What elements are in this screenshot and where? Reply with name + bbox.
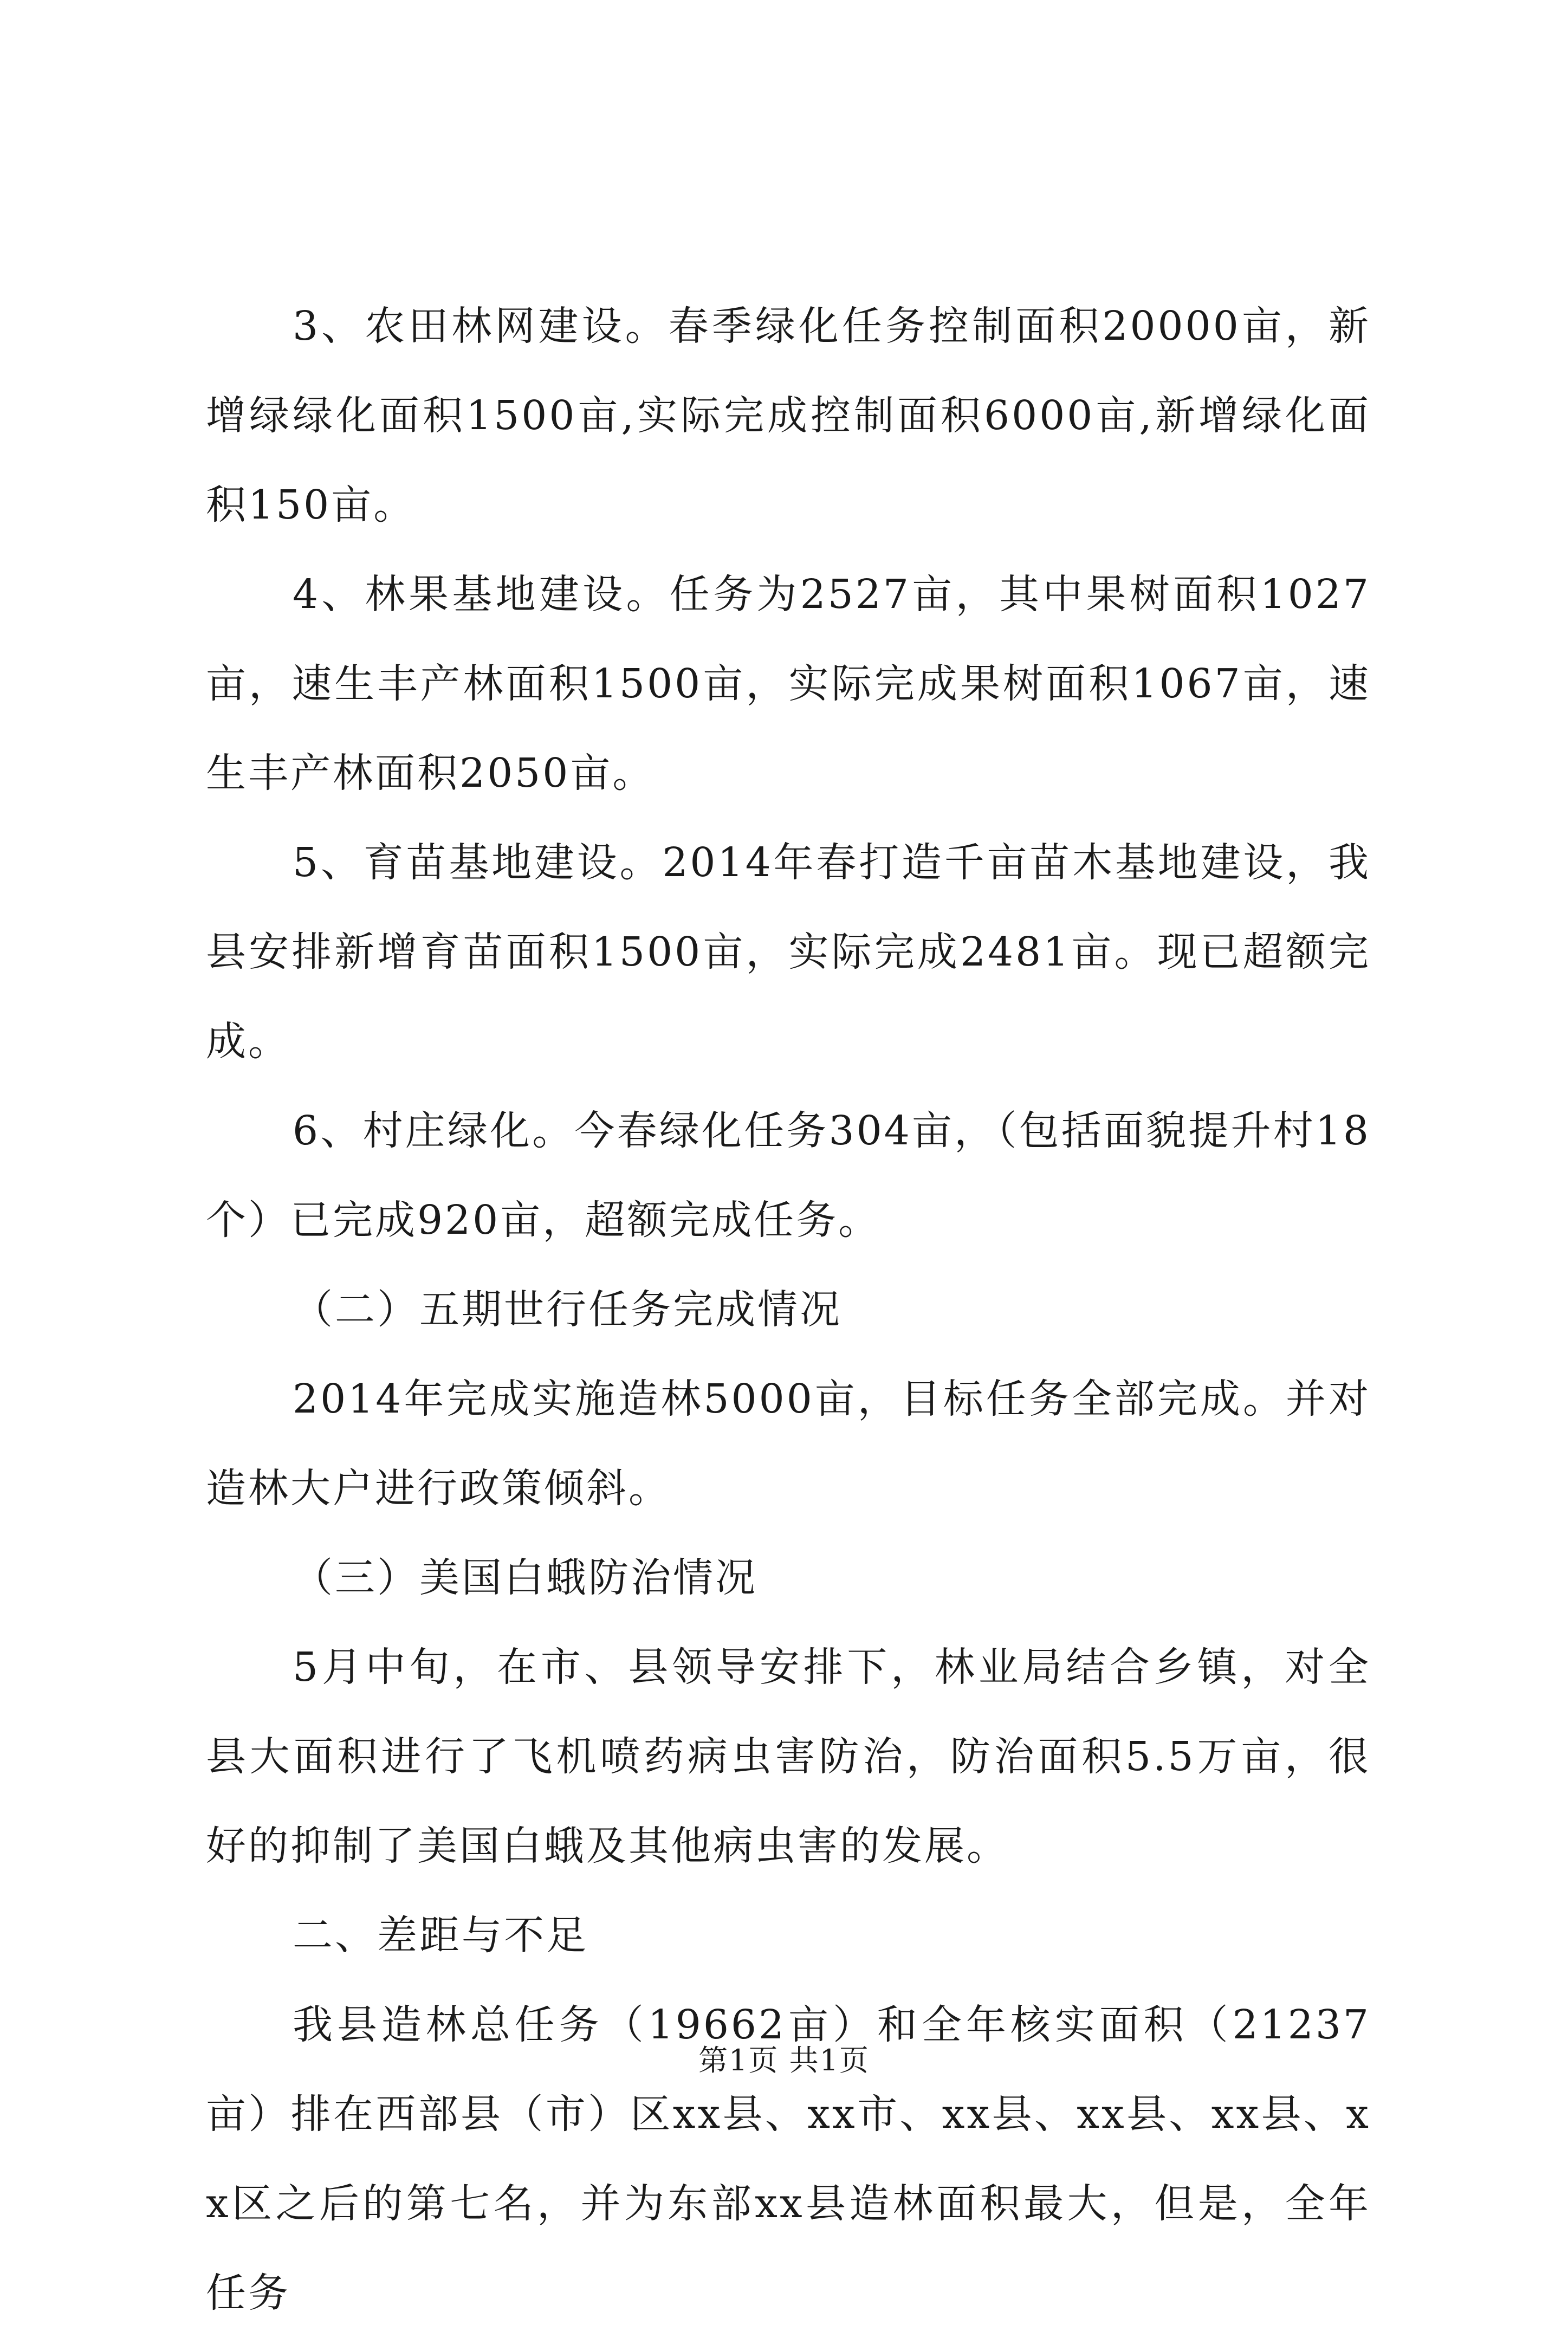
section-heading-gaps: 二、差距与不足 [293,1912,588,1959]
section-heading-white-moth: （三）美国白蛾防治情况 [293,1555,757,1601]
paragraph-gaps: 我县造林总任务（19662亩）和全年核实面积（21237亩）排在西部县（市）区xx县、xx市、xx县、xx县、xx县、xx区之后的第七名，并为东部xx县造林面积最大，但是，全年任务 [206,2002,1371,2316]
paragraph-farmland-network: 3、农田林网建设。春季绿化任务控制面积20000亩，新增绿绿化面积1500亩,实际完成控制面积6000亩,新增绿化面积150亩。 [206,303,1371,528]
section-heading-world-bank: （二）五期世行任务完成情况 [293,1286,842,1333]
paragraph-nursery-base: 5、育苗基地建设。2014年春打造千亩苗木基地建设，我县安排新增育苗面积1500亩，实际完成2481亩。现已超额完成。 [206,839,1371,1065]
paragraph-fruit-base: 4、林果基地建设。任务为2527亩，其中果树面积1027亩，速生丰产林面积1500亩，实际完成果树面积1067亩，速生丰产林面积2050亩。 [206,571,1371,796]
paragraph-white-moth: 5月中旬，在市、县领导安排下，林业局结合乡镇，对全县大面积进行了飞机喷药病虫害防治，防治面积5.5万亩，很好的抑制了美国白蛾及其他病虫害的发展。 [206,1644,1371,1869]
paragraph-world-bank: 2014年完成实施造林5000亩，目标任务全部完成。并对造林大户进行政策倾斜。 [206,1376,1371,1512]
page-footer: 第1页 共1页 [698,2043,870,2077]
document-body [206,282,1371,2338]
paragraph-village-greening: 6、村庄绿化。今春绿化任务304亩，（包括面貌提升村18个）已完成920亩，超额完成任务。 [206,1108,1371,1244]
